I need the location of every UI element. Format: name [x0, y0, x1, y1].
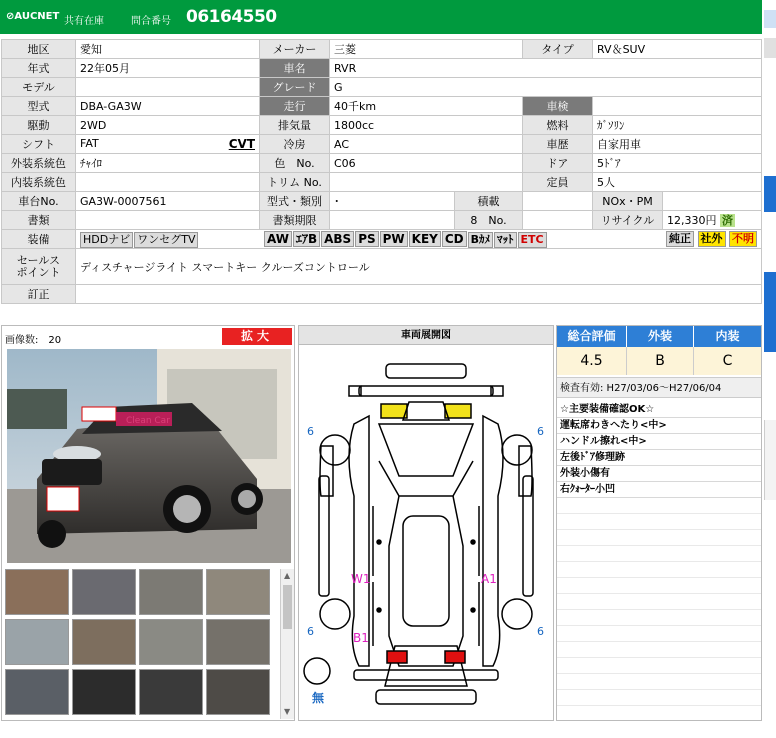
load-label: 積載 — [455, 192, 523, 211]
model-label: モデル — [2, 78, 76, 97]
inspection-note: 左後ﾄﾞｱ修理跡 — [557, 450, 761, 466]
inspection-note: ☆主要装備確認OK☆ — [557, 402, 761, 418]
trim-value — [330, 173, 523, 192]
region-label: 地区 — [2, 40, 76, 59]
mileage-value: 40千km — [330, 97, 523, 116]
recycle-label: リサイクル — [593, 211, 663, 230]
photo-panel — [1, 325, 295, 721]
intcolor-value — [76, 173, 260, 192]
zoom-button[interactable]: 拡大 — [222, 328, 292, 345]
equip-key: KEY — [409, 231, 441, 247]
thumbnail-2[interactable] — [72, 569, 136, 615]
equip-back-camera: Bｶﾒ — [468, 232, 493, 248]
equip-oneseg-tv: ワンセグTV — [134, 232, 198, 248]
thumbnail-scrollbar[interactable] — [280, 569, 294, 719]
equip-abs: ABS — [321, 231, 354, 247]
exterior-grade-header: 外装 — [627, 326, 693, 347]
interior-grade-header: 内装 — [694, 326, 761, 347]
year-value: 22年05月 — [76, 59, 260, 78]
maker-label: メーカー — [260, 40, 330, 59]
shaken-label: 車検 — [523, 97, 593, 116]
panel-count-6-front-right: 6 — [537, 425, 544, 438]
edge-tab[interactable] — [764, 10, 776, 28]
recycle-paid-badge: 済 — [722, 214, 733, 227]
vehicle-diagram-panel — [298, 325, 554, 721]
main-photo[interactable] — [7, 349, 291, 563]
spec-table — [1, 39, 762, 304]
ac-value: AC — [330, 135, 523, 154]
drive-value: 2WD — [76, 116, 260, 135]
thumbnail-7[interactable] — [139, 619, 203, 665]
grade-value: G — [330, 78, 762, 97]
thumbnail-5[interactable] — [5, 619, 69, 665]
recycle-amount: 12,330円 — [667, 214, 717, 227]
equip-cd: CD — [442, 231, 467, 247]
doors-value: 5ﾄﾞｱ — [593, 154, 762, 173]
docs-label: 書類 — [2, 211, 76, 230]
equip-mat: ﾏｯﾄ — [494, 232, 517, 248]
equipment-row — [76, 230, 762, 249]
cvt-badge: CVT — [228, 137, 255, 151]
thumbnail-8[interactable] — [206, 619, 270, 665]
origin-flags — [666, 231, 757, 247]
fuel-value: ｶﾞｿﾘﾝ — [593, 116, 762, 135]
history-label: 車歴 — [523, 135, 593, 154]
displacement-value: 1800cc — [330, 116, 523, 135]
extcolor-label: 外装系統色 — [2, 154, 76, 173]
interior-grade-value: C — [694, 347, 761, 375]
overall-grade-value: 4.5 — [557, 347, 627, 375]
shaken-value — [593, 97, 762, 116]
panel-count-6-rear-left: 6 — [307, 625, 314, 638]
region-value: 愛知 — [76, 40, 260, 59]
correction-value — [76, 285, 762, 304]
thumbnail-11[interactable] — [139, 669, 203, 715]
damage-mark-b1: B1 — [353, 631, 369, 645]
edge-panel — [764, 420, 776, 500]
thumbnail-4[interactable] — [206, 569, 270, 615]
year-label: 年式 — [2, 59, 76, 78]
color-no-label: 色 No. — [260, 154, 330, 173]
correction-label: 訂正 — [2, 285, 76, 304]
certtype-value: ･ — [330, 192, 455, 211]
inquiry-number: 06164550 — [186, 7, 277, 27]
carname-label: 車名 — [260, 59, 330, 78]
spare-tire-none-label: 無 — [312, 691, 325, 705]
edge-button[interactable] — [764, 176, 776, 212]
drive-label: 駆動 — [2, 116, 76, 135]
thumbnail-grid — [5, 569, 281, 719]
vin-label: 車台No. — [2, 192, 76, 211]
genuine-flag: 純正 — [666, 231, 694, 247]
ac-label: 冷房 — [260, 135, 330, 154]
inspection-note: 運転席わきへたり<中> — [557, 418, 761, 434]
header-bar — [0, 0, 762, 34]
panel-count-6-front-left: 6 — [307, 425, 314, 438]
shift-text: FAT — [80, 137, 99, 150]
equip-etc: ETC — [518, 232, 547, 248]
no8-label: 8 No. — [455, 211, 523, 230]
doors-label: ドア — [523, 154, 593, 173]
equip-airbag: ｴｱB — [293, 231, 320, 247]
no8-value — [523, 211, 593, 230]
scrollbar-thumb[interactable] — [283, 585, 292, 629]
unknown-flag: 不明 — [729, 231, 757, 247]
equip-label: 装備 — [2, 230, 76, 249]
docs-value — [76, 211, 260, 230]
shift-label: シフト — [2, 135, 76, 154]
diagram-title: 車両展開図 — [299, 326, 553, 345]
vehicle-diagram — [299, 346, 553, 720]
damage-mark-w1: W1 — [351, 572, 371, 586]
docdeadline-value — [330, 211, 455, 230]
panel-count-6-rear-right: 6 — [537, 625, 544, 638]
certtype-label: 型式・類別 — [260, 192, 330, 211]
model-value — [76, 78, 260, 97]
damage-mark-a1: A1 — [481, 572, 497, 586]
maker-value: 三菱 — [330, 40, 523, 59]
inspection-validity: 検査有効: H27/03/06～H27/06/04 — [557, 377, 761, 398]
right-edge-strip — [764, 0, 776, 738]
equip-pw: PW — [380, 231, 408, 247]
shift-value — [76, 135, 260, 154]
thumbnail-3[interactable] — [139, 569, 203, 615]
thumbnail-1[interactable] — [5, 569, 69, 615]
type-label: タイプ — [523, 40, 593, 59]
evaluation-panel — [556, 325, 762, 721]
carname-value: RVR — [330, 59, 762, 78]
capacity-value: 5人 — [593, 173, 762, 192]
recycle-value — [663, 211, 762, 230]
load-value — [523, 192, 593, 211]
scroll-up-icon[interactable]: ▲ — [284, 571, 291, 580]
equip-aw: AW — [264, 231, 292, 247]
edge-tab[interactable] — [764, 38, 776, 58]
mtype-label: 型式 — [2, 97, 76, 116]
sales-points-label: セールス ポイント — [2, 249, 76, 285]
logo-text: AUCNET — [14, 11, 60, 22]
docdeadline-label: 書類期限 — [260, 211, 330, 230]
equip-hdd-navi: HDDナビ — [80, 232, 133, 248]
overall-grade-header: 総合評価 — [557, 326, 626, 347]
edge-banner[interactable] — [764, 272, 776, 352]
shared-stock-label: 共有在庫 — [64, 16, 104, 27]
nox-label: NOx・PM — [593, 192, 663, 211]
inspection-note: 右ｸｫｰﾀｰ小凹 — [557, 482, 761, 498]
vin-value: GA3W-0007561 — [76, 192, 260, 211]
inspection-note: ハンドル擦れ<中> — [557, 434, 761, 450]
aucnet-logo: ⊘AUCNET — [6, 11, 60, 22]
fuel-label: 燃料 — [523, 116, 593, 135]
inquiry-label: 問合番号 — [131, 16, 171, 27]
mtype-value: DBA-GA3W — [76, 97, 260, 116]
scroll-down-icon[interactable]: ▼ — [284, 707, 291, 716]
capacity-label: 定員 — [523, 173, 593, 192]
extcolor-value: ﾁｬｲﾛ — [76, 154, 260, 173]
displacement-label: 排気量 — [260, 116, 330, 135]
thumbnail-12[interactable] — [206, 669, 270, 715]
type-value: RV＆SUV — [593, 40, 762, 59]
grade-label: グレード — [260, 78, 330, 97]
thumbnail-10[interactable] — [72, 669, 136, 715]
sales-points-value: ディスチャージライト スマートキー クルーズコントロール — [76, 249, 762, 285]
aftermarket-flag: 社外 — [698, 231, 726, 247]
image-count: 画像数: 20 — [5, 335, 62, 346]
nox-value — [663, 192, 762, 211]
thumbnail-9[interactable] — [5, 669, 69, 715]
notes-empty-area — [557, 498, 761, 720]
color-no-value: C06 — [330, 154, 523, 173]
history-value: 自家用車 — [593, 135, 762, 154]
thumbnail-6[interactable] — [72, 619, 136, 665]
trim-label: トリム No. — [260, 173, 330, 192]
inspection-note: 外装小傷有 — [557, 466, 761, 482]
intcolor-label: 内装系統色 — [2, 173, 76, 192]
exterior-grade-value: B — [627, 347, 694, 375]
mileage-label: 走行 — [260, 97, 330, 116]
equip-ps: PS — [355, 231, 378, 247]
